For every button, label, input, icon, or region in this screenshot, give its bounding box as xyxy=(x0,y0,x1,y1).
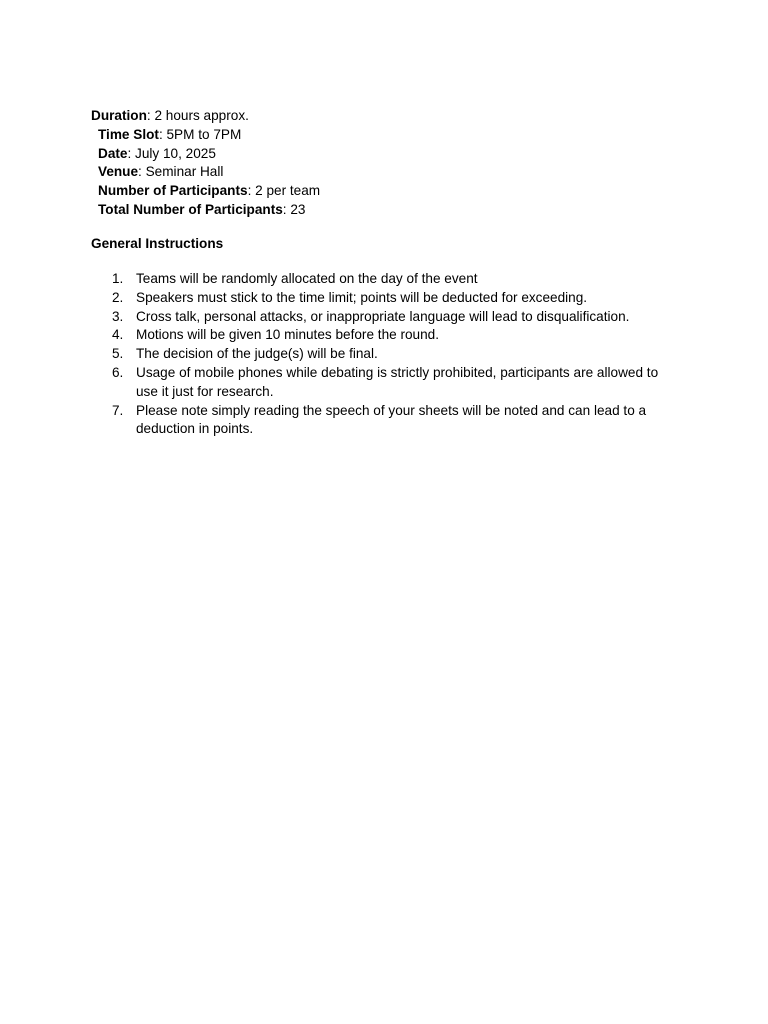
list-item-number: 5. xyxy=(112,346,124,362)
detail-value: : 23 xyxy=(282,201,306,217)
list-item-text: Teams will be randomly allocated on the day of the event xyxy=(136,271,478,286)
list-item xyxy=(91,402,681,440)
detail-value: : 2 per team xyxy=(247,183,321,199)
list-item-number: 7. xyxy=(112,402,124,418)
detail-duration xyxy=(91,107,320,126)
detail-total-participants xyxy=(91,201,320,220)
detail-value: : July 10, 2025 xyxy=(127,145,216,161)
detail-venue xyxy=(91,163,320,182)
detail-label: Time Slot xyxy=(98,126,159,142)
list-item xyxy=(91,345,681,364)
list-item-number: 1. xyxy=(112,271,124,286)
detail-label: Total Number of Participants xyxy=(98,201,283,217)
detail-label: Date xyxy=(98,145,128,161)
detail-value: : 5PM to 7PM xyxy=(158,126,242,142)
list-item xyxy=(91,289,681,308)
detail-date xyxy=(91,145,320,164)
detail-value: : 2 hours approx. xyxy=(146,108,249,123)
list-item-number: 6. xyxy=(112,364,124,380)
list-item-number: 4. xyxy=(112,327,124,343)
detail-label: Duration xyxy=(91,108,147,123)
detail-time-slot xyxy=(91,126,320,145)
list-item-text: Usage of mobile phones while debating is strictly prohibited, participants are allowed to use it just for research. xyxy=(136,364,659,399)
list-item-number: 2. xyxy=(112,289,124,305)
general-instructions-heading: General Instructions xyxy=(91,236,224,251)
list-item xyxy=(91,326,681,345)
list-item-text: Please note simply reading the speech of your sheets will be noted and can lead to a deduction in points. xyxy=(136,402,647,437)
detail-participants-per-team xyxy=(91,182,320,201)
list-item-number: 3. xyxy=(112,308,124,324)
detail-label: Venue xyxy=(98,164,139,180)
list-item xyxy=(91,364,681,402)
list-item-text: Speakers must stick to the time limit; points will be deducted for exceeding. xyxy=(136,289,588,305)
detail-label: Number of Participants xyxy=(98,183,248,199)
event-details xyxy=(91,107,320,220)
list-item-text: Cross talk, personal attacks, or inappropriate language will lead to disqualification. xyxy=(136,308,630,324)
list-item xyxy=(91,270,681,289)
list-item-text: The decision of the judge(s) will be final. xyxy=(136,346,378,362)
list-item xyxy=(91,308,681,327)
detail-value: : Seminar Hall xyxy=(138,164,224,180)
list-item-text: Motions will be given 10 minutes before the round. xyxy=(136,327,440,343)
instructions-list xyxy=(91,270,681,439)
